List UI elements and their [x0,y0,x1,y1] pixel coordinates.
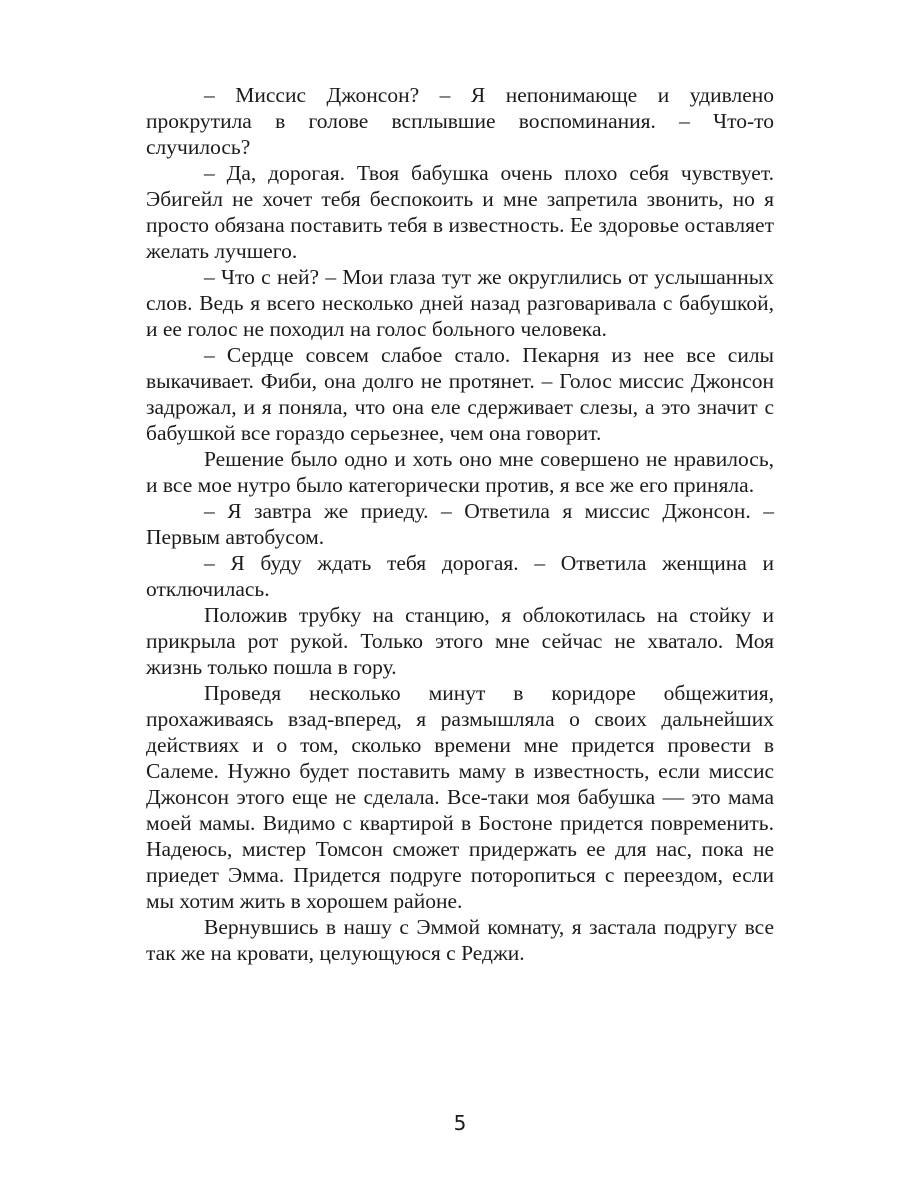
paragraph-dialogue: – Да, дорогая. Твоя бабушка очень плохо себя чувствует. Эбигейл не хочет тебя беспокоить и мне запретила звонить, но я просто обязана поставить тебя в известность. Ее здоровье оставляет желать лучшего. [146,161,774,263]
paragraph-dialogue: – Я буду ждать тебя дорогая. – Ответила женщина и отключилась. [146,551,774,601]
paragraph-narrative: Вернувшись в нашу с Эммой комнату, я застала подругу все так же на кровати, целующуюся с Реджи. [146,915,774,965]
paragraph-narrative: Положив трубку на станцию, я облокотилась на стойку и прикрыла рот рукой. Только этого мне сейчас не хватало. Моя жизнь только пошла в гору. [146,603,774,679]
paragraph-dialogue: – Миссис Джонсон? – Я непонимающе и удивлено прокрутила в голове всплывшие воспоминания. – Что-то случилось? [146,83,774,159]
page-text-block [146,82,774,966]
paragraph-dialogue: – Сердце совсем слабое стало. Пекарня из нее все силы выкачивает. Фиби, она долго не протянет. – Голос миссис Джонсон задрожал, и я поняла, что она еле сдерживает слезы, а это значит с бабушкой все гораздо серьезнее, чем она говорит. [146,343,774,445]
paragraph-dialogue: – Что с ней? – Мои глаза тут же округлились от услышанных слов. Ведь я всего несколько дней назад разговаривала с бабушкой, и ее голос не походил на голос больного человека. [146,265,774,341]
page-number: 5 [453,1111,467,1135]
paragraph-dialogue: – Я завтра же приеду. – Ответила я миссис Джонсон. – Первым автобусом. [146,499,774,549]
paragraph-narrative: Решение было одно и хоть оно мне совершено не нравилось, и все мое нутро было категорически против, я все же его приняла. [146,447,774,497]
paragraph-narrative: Проведя несколько минут в коридоре общежития, прохаживаясь взад-вперед, я размышляла о своих дальнейших действиях и о том, сколько времени мне придется провести в Салеме. Нужно будет поставить маму в известность, если миссис Джонсон этого еще не сделала. Все-таки моя бабушка — это мама моей мамы. Видимо с квартирой в Бостоне придется повременить. Надеюсь, мистер Томсон сможет придержать ее для нас, пока не приедет Эмма. Придется подруге поторопиться с переездом, если мы хотим жить в хорошем районе. [146,681,774,913]
